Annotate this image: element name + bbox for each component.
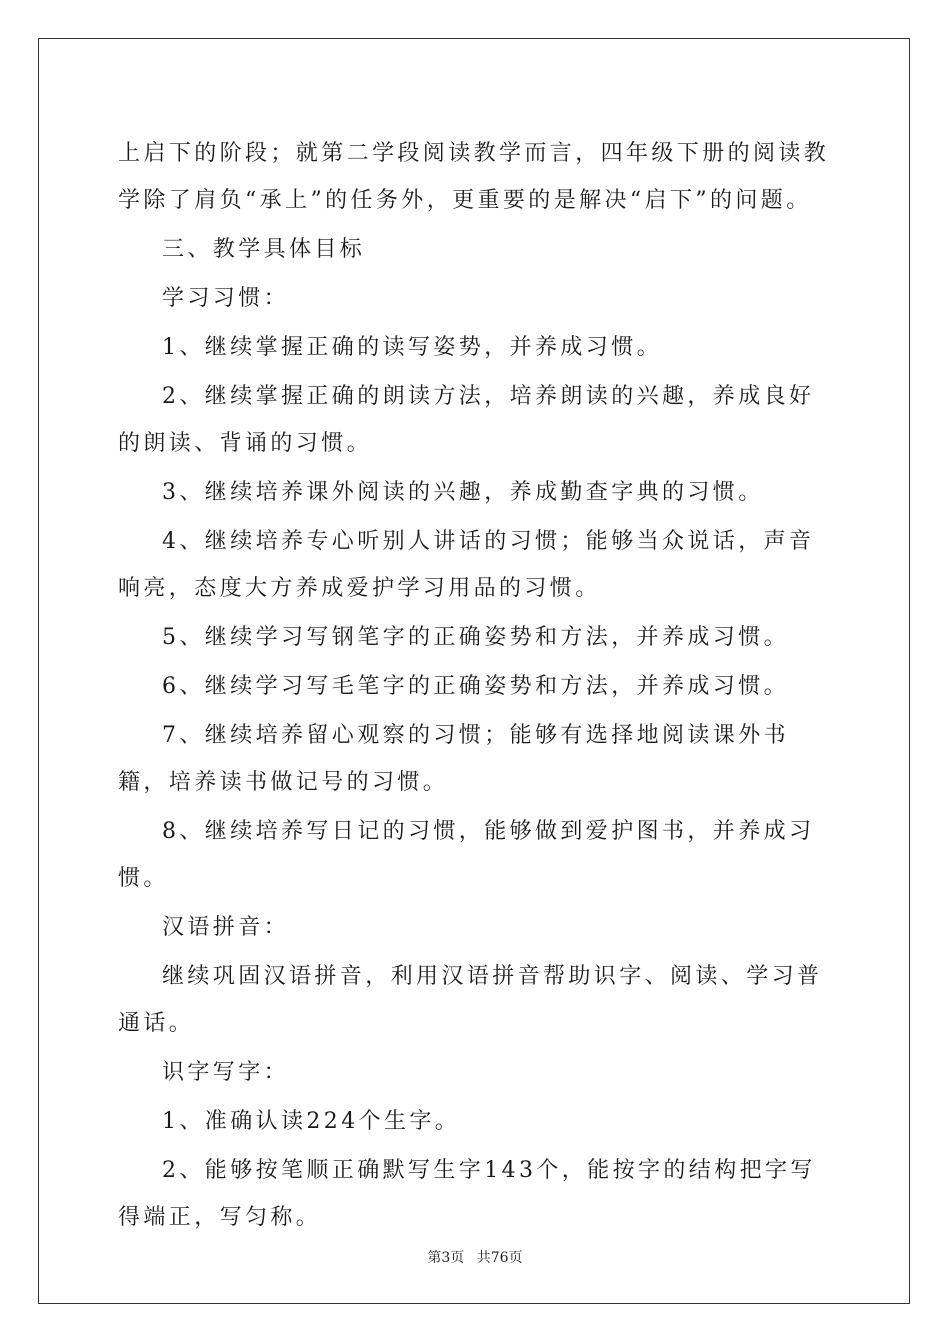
- page-footer: [0, 1247, 950, 1267]
- subheading: 识字写字：: [162, 1060, 290, 1085]
- paragraph: 上启下的阶段；就第二学段阅读教学而言，四年级下册的阅读教学除了肩负“承上”的任务外，更重要的是解决“启下”的问题。: [118, 141, 830, 213]
- list-item: 4、继续培养专心听别人讲话的习惯；能够当众说话，声音响亮，态度大方养成爱护学习用品的习惯。: [118, 529, 815, 601]
- page-number: 第3页: [427, 1250, 465, 1266]
- list-item: 8、继续培养写日记的习惯，能够做到爱护图书，并养成习惯。: [118, 819, 815, 891]
- document-body: [118, 130, 838, 1243]
- list-item: 6、继续学习写毛笔字的正确姿势和方法，并养成习惯。: [162, 674, 789, 699]
- list-item: 2、继续掌握正确的朗读方法，培养朗读的兴趣，养成良好的朗读、背诵的习惯。: [118, 384, 815, 456]
- list-item: 7、继续培养留心观察的习惯；能够有选择地阅读课外书籍，培养读书做记号的习惯。: [118, 723, 789, 795]
- list-item: 1、准确认读224个生字。: [162, 1109, 461, 1134]
- subheading: 学习习惯：: [162, 286, 290, 311]
- section-heading: 三、教学具体目标: [162, 237, 366, 262]
- paragraph: 继续巩固汉语拼音，利用汉语拼音帮助识字、阅读、学习普通话。: [118, 964, 823, 1036]
- page-total: 共76页: [476, 1250, 523, 1266]
- list-item: 2、能够按笔顺正确默写生字143个，能按字的结构把字写得端正，写匀称。: [118, 1158, 816, 1230]
- list-item: 1、继续掌握正确的读写姿势，并养成习惯。: [162, 335, 662, 360]
- list-item: 3、继续培养课外阅读的兴趣，养成勤查字典的习惯。: [162, 480, 764, 505]
- list-item: 5、继续学习写钢笔字的正确姿势和方法，并养成习惯。: [162, 625, 789, 650]
- subheading: 汉语拼音：: [162, 915, 290, 940]
